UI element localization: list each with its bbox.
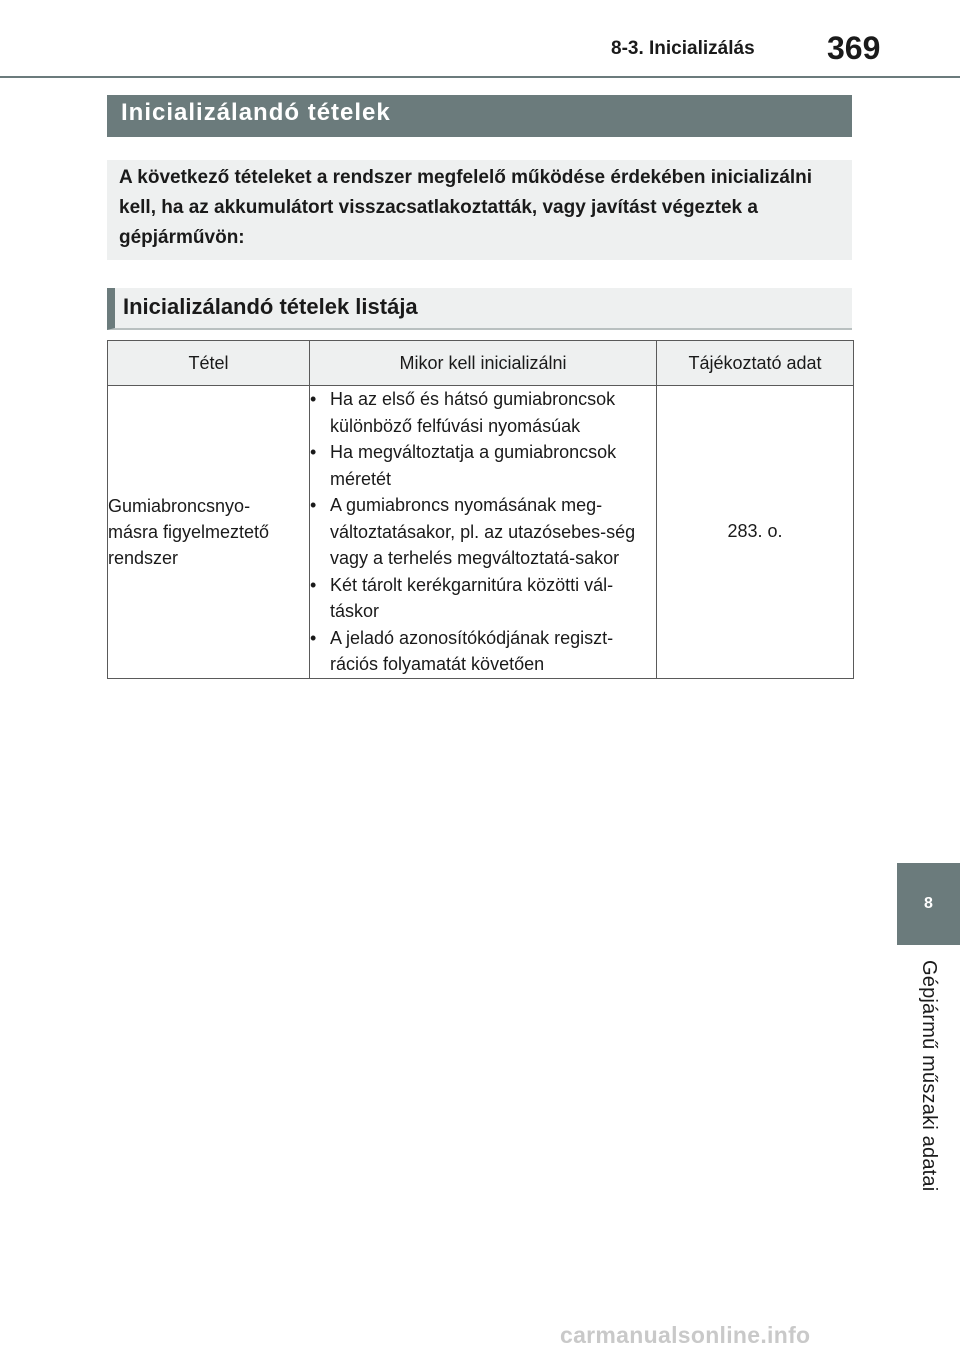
section-title: 8-3. Inicializálás [611,38,755,59]
column-header-reference: Tájékoztató adat [657,341,854,386]
intro-paragraph: A következő tételeket a rendszer megfelelő működése érdekében inicializálni kell, ha az akkumulátort visszacsatlakoztatták, vagy javítást végeztek a gépjárművön: [107,160,852,260]
list-item: • A jeladó azonosítókódjának regiszt-rációs folyamatát követően [310,625,656,678]
list-item: • Ha megváltoztatja a gumiabroncsok méretét [310,439,656,492]
column-header-item: Tétel [108,341,310,386]
column-header-when: Mikor kell inicializálni [310,341,657,386]
list-heading: Inicializálandó tételek listája [107,288,852,330]
item-cell [108,386,310,679]
page-heading: Inicializálandó tételek [107,95,852,137]
watermark: carmanualsonline.info [560,1322,811,1348]
chapter-label: Gépjármű műszaki adatai [918,960,940,1192]
table-header-row [108,341,854,386]
list-item: • Két tárolt kerékgarnitúra közötti vál-táskor [310,572,656,625]
list-item: • A gumiabroncs nyomásának meg-változtatásakor, pl. az utazósebes-ség vagy a terhelés megváltoztatá-sakor [310,492,656,572]
condition-list [310,386,656,678]
page-number: 369 [827,30,881,66]
reference-link[interactable]: 283. o. [727,521,783,542]
reference-cell [657,386,854,679]
when-cell [310,386,657,679]
items-table [107,340,854,679]
item-name: Gumiabroncsnyo- másra figyelmeztető rendszer [108,495,270,568]
list-item: • Ha az első és hátsó gumiabroncsok különböző felfúvási nyomásúak [310,386,656,439]
header-divider [0,76,960,78]
chapter-tab[interactable]: 8 [897,863,960,945]
table-row [108,386,854,679]
